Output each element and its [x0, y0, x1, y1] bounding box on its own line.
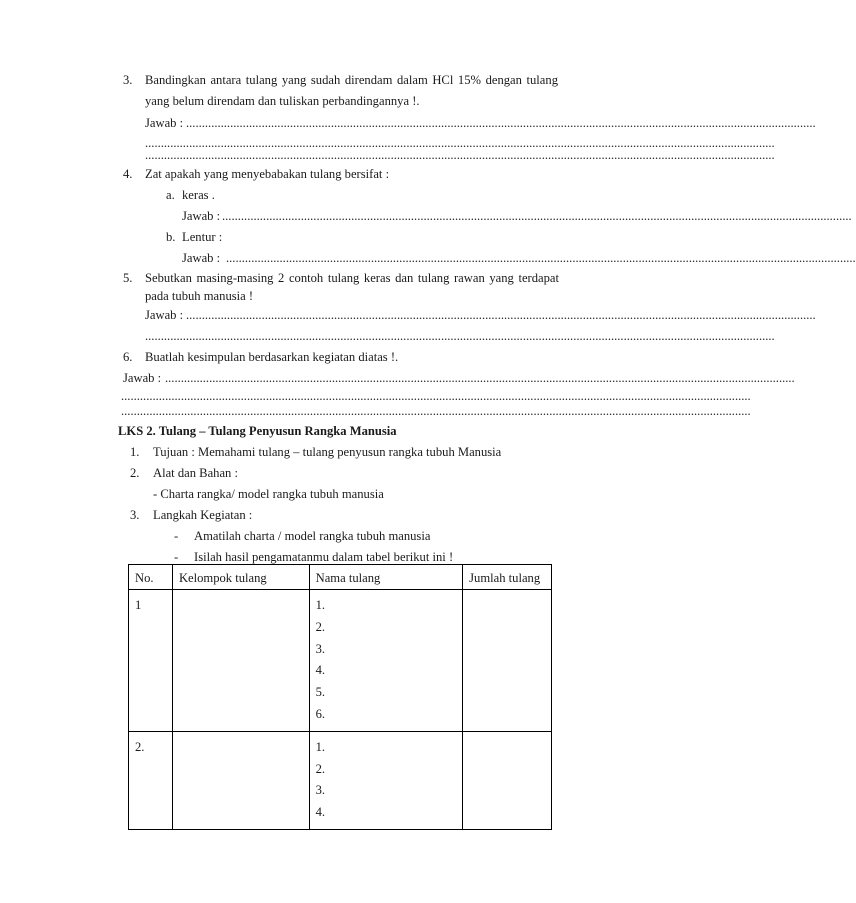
question-4a-letter: a.: [166, 188, 175, 202]
question-4b-answer-label: Jawab :: [182, 251, 221, 265]
column-header-no: No.: [129, 565, 173, 590]
lks2-step2-dash: -: [174, 550, 179, 564]
bone-name-cell[interactable]: [309, 590, 463, 732]
lks2-materials-item: - Charta rangka/ model rangka tubuh manusia: [153, 487, 384, 501]
lks2-step1-dash: -: [174, 529, 179, 543]
question-6-text: Buatlah kesimpulan berdasarkan kegiatan diatas !.: [145, 350, 399, 364]
lks2-materials-label: Alat dan Bahan :: [153, 466, 238, 480]
bone-group-cell[interactable]: [172, 590, 309, 732]
lks2-steps-label: Langkah Kegiatan :: [153, 508, 253, 522]
list-item: 1.: [315, 739, 326, 754]
question-3-answer-label: Jawab :: [145, 116, 184, 130]
column-header-bone-count: Jumlah tulang: [463, 565, 552, 590]
question-5-text-cont: pada tubuh manusia !: [145, 289, 254, 303]
lks2-item1-number: 1.: [130, 445, 140, 459]
lks2-step1-text: Amatilah charta / model rangka tubuh manusia: [194, 529, 431, 543]
question-4-text: Zat apakah yang menyebabakan tulang bersifat :: [145, 167, 390, 181]
question-3-text-cont: yang belum direndam dan tuliskan perbandingannya !.: [145, 94, 420, 108]
list-item: 2.: [315, 619, 326, 634]
bone-group-cell[interactable]: [172, 731, 309, 829]
lks2-title: LKS 2. Tulang – Tulang Penyusun Rangka Manusia: [118, 424, 397, 438]
list-item: 4.: [315, 805, 326, 820]
table-row: [129, 731, 552, 829]
list-item: 6.: [315, 706, 326, 721]
question-4b-letter: b.: [166, 230, 176, 244]
answer-dotted-line: ........................................................................................................................................................................................................: [145, 136, 775, 150]
question-5-answer-label: Jawab :: [145, 308, 184, 322]
answer-dotted-line: ........................................................................................................................................................................................................: [121, 389, 751, 403]
answer-dotted-line: ........................................................................................................................................................................................................: [145, 329, 775, 343]
answer-dotted-line: ........................................................................................................................................................................................................: [165, 371, 795, 385]
lks2-item2-number: 2.: [130, 466, 140, 480]
bone-count-cell[interactable]: [463, 731, 552, 829]
question-3-number: 3.: [123, 73, 133, 87]
bone-name-cell[interactable]: [309, 731, 463, 829]
list-item: 2.: [315, 761, 326, 776]
list-item: 1.: [315, 598, 326, 612]
observation-table: [128, 564, 552, 830]
bone-count-cell[interactable]: [463, 590, 552, 732]
list-item: 5.: [315, 685, 326, 700]
answer-dotted-line: ........................................................................................................................................................................................................: [222, 209, 852, 223]
question-6-answer-label: Jawab :: [123, 371, 162, 385]
question-4a-text: keras .: [182, 188, 215, 202]
answer-dotted-line: ........................................................................................................................................................................................................: [186, 116, 816, 130]
row-number: 1: [129, 590, 173, 732]
table-header-row: [129, 565, 552, 590]
question-4b-text: Lentur :: [182, 230, 223, 244]
question-6-number: 6.: [123, 350, 133, 364]
lks2-objective: Tujuan : Memahami tulang – tulang penyusun rangka tubuh Manusia: [153, 445, 502, 459]
question-3-text: Bandingkan antara tulang yang sudah direndam dalam HCl 15% dengan tulang: [145, 73, 558, 87]
table-row: [129, 590, 552, 732]
question-4-number: 4.: [123, 167, 133, 181]
column-header-bone-group: Kelompok tulang: [172, 565, 309, 590]
question-5-text: Sebutkan masing-masing 2 contoh tulang keras dan tulang rawan yang terdapat: [145, 271, 559, 285]
answer-dotted-line: ........................................................................................................................................................................................................: [226, 251, 856, 265]
answer-dotted-line: ........................................................................................................................................................................................................: [121, 404, 751, 418]
list-item: 3.: [315, 641, 326, 656]
question-5-number: 5.: [123, 271, 133, 285]
lks2-item3-number: 3.: [130, 508, 140, 522]
answer-dotted-line: ........................................................................................................................................................................................................: [145, 148, 775, 162]
list-item: 4.: [315, 663, 326, 678]
lks2-step2-text: Isilah hasil pengamatanmu dalam tabel berikut ini !: [194, 550, 454, 564]
question-4a-answer-label: Jawab :: [182, 209, 221, 223]
answer-dotted-line: ........................................................................................................................................................................................................: [186, 308, 816, 322]
row-number: 2.: [129, 731, 173, 829]
list-item: 3.: [315, 783, 326, 798]
column-header-bone-name: Nama tulang: [309, 565, 463, 590]
